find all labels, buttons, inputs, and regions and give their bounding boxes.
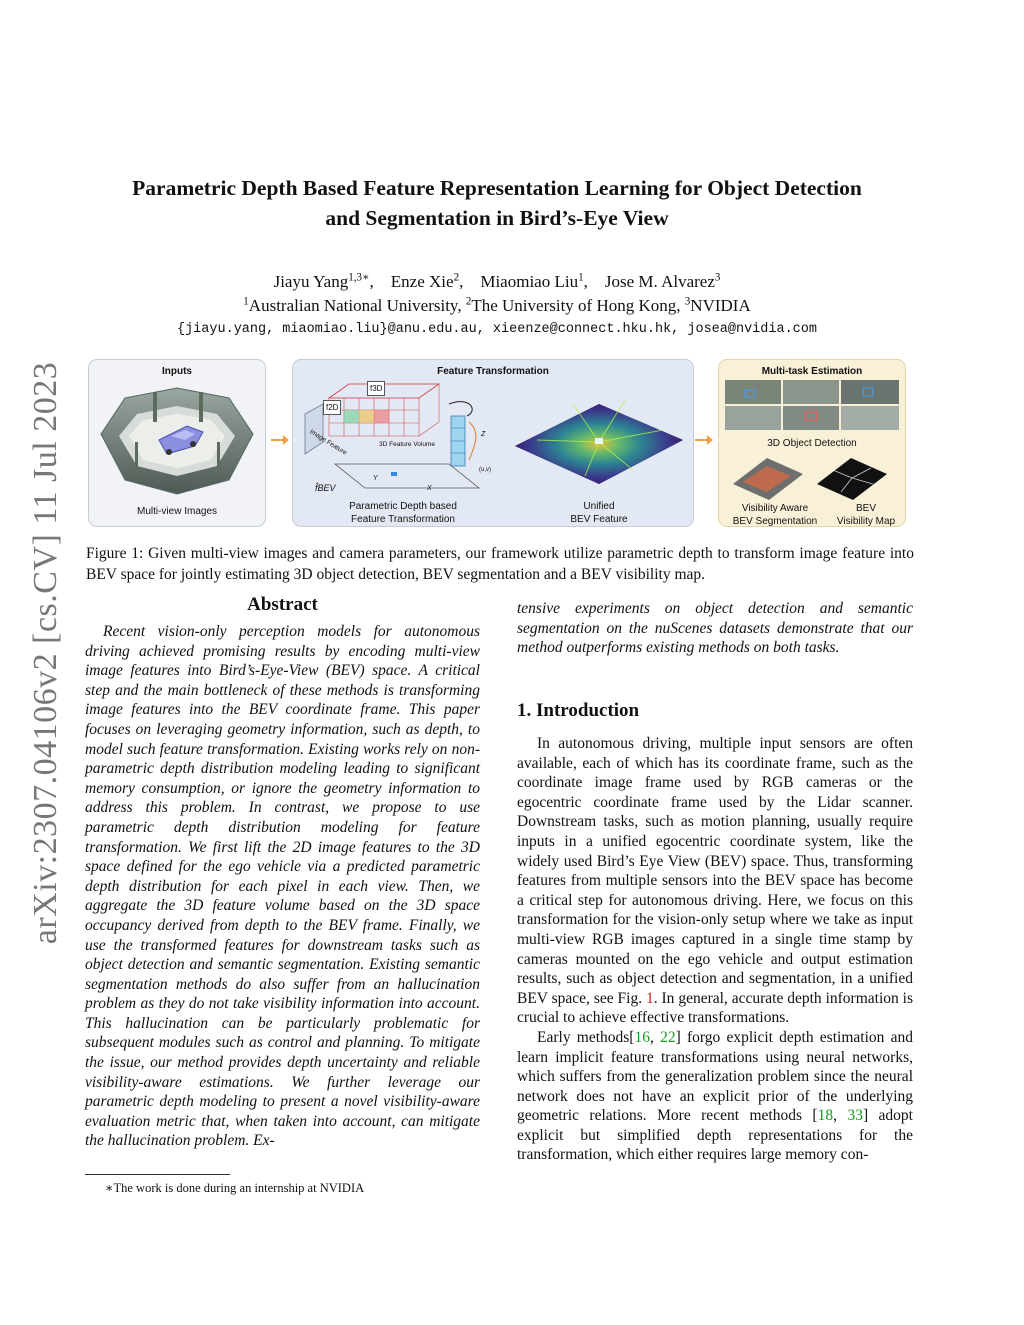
detection-images (725, 380, 899, 432)
intro-text: Early methods[ (537, 1028, 635, 1046)
abstract-text-continued: tensive experiments on object detection and semantic segmentation on the nuScenes datasets demonstrate that our method outperforms existing methods on both tasks. (517, 600, 913, 657)
inputs-panel (88, 359, 266, 527)
label-3d-volume: 3D Feature Volume (379, 441, 436, 448)
figure-1 (86, 356, 906, 531)
label-axis-z: Z (481, 431, 486, 438)
label-f2d: f2D (323, 400, 341, 415)
unified-line-2: BEV Feature (570, 514, 628, 525)
figure-caption: Figure 1: Given multi-view images and camera parameters, our framework utilize parametric depth to transform image feature into BEV space for jointly estimating 3D object detection, BEV segmentation and a BEV visibility map. (86, 545, 914, 583)
multiview-image-illustration (95, 380, 259, 502)
label-fbev: f̂BEV (315, 483, 336, 493)
affil-name: The University of Hong Kong, (471, 296, 681, 315)
intro-column (517, 734, 913, 1165)
author-name: Enze Xie (390, 272, 454, 291)
label-axis-y: Y (373, 475, 378, 482)
abstract-heading: Abstract (247, 594, 318, 615)
feature-transformation-title: Feature Transformation (437, 366, 549, 377)
det3d-label: 3D Object Detection (767, 438, 857, 449)
author-name: Jiayu Yang (273, 272, 349, 291)
vis-seg-line-2: BEV Segmentation (732, 516, 818, 527)
feature-transformation-panel (292, 359, 694, 527)
author-sup: 1,3∗ (348, 271, 370, 284)
intro-text: In autonomous driving, multiple input sensors are often available, each of which has its coordinate frame, such as the coordinate image frame used by RGB cameras or the egocentric coordinate frame used by the Lidar scanner. Downstream tasks, such as motion planning, usually require inputs in a unified egocentric coordinate system, like the widely used Bird’s Eye View (BEV) space. Thus, transforming features from multiple sensors into the BEV space has become a critical step for autonomous driving. Here, we focus on this transformation for the vision-only setup where we take as input multi-view RGB images captured in a single time stamp by cameras mounted on the ego vehicle and output estimation results, such as object detection and segmentation, in a unified BEV space, see Fig. (517, 735, 913, 1007)
intro-text: . In general, accurate depth information is crucial to achieve effective transformations. (517, 989, 914, 1027)
inputs-panel-title: Inputs (162, 366, 192, 377)
footnote: ∗The work is done during an internship at NVIDIA (105, 1181, 365, 1195)
unified-bev-label (539, 500, 659, 526)
bev-feature-map (513, 390, 685, 486)
label-axis-uv: (u,v) (479, 467, 491, 473)
label-image-feature: Image Feature (308, 428, 348, 457)
intro-text: ] forgo explicit depth estimation and learn implicit feature transformations using neural networks, which suffers from the generalization problem since the neural network does not have an explicit prior of the underlying geometric relations. More recent methods [ (517, 1028, 913, 1125)
title-line-1: Parametric Depth Based Feature Representation Learning for Object Detection (132, 176, 862, 200)
arxiv-id: arXiv:2307.04106v2 [cs.CV] 11 Jul 2023 (27, 361, 64, 944)
figure-ref-link[interactable]: 1 (645, 989, 654, 1007)
multitask-panel (718, 359, 906, 527)
citation-link[interactable]: 33 (847, 1107, 863, 1125)
author-sup: 2 (453, 271, 460, 284)
segmentation-maps (733, 454, 893, 500)
intro-heading: 1. Introduction (517, 700, 640, 721)
footnote-rule (85, 1174, 230, 1175)
citation-link[interactable]: 18 (817, 1107, 834, 1125)
abstract-right-column (517, 599, 913, 658)
arrow-icon (270, 434, 290, 446)
arxiv-sidebar (26, 360, 66, 945)
pdbft-label (323, 500, 483, 526)
citation-sep: , (649, 1028, 661, 1046)
bev-vis-line-1: BEV (855, 503, 876, 514)
vis-seg-line-1: Visibility Aware (741, 503, 809, 514)
author-emails: {jiayu.yang, miaomiao.liu}@anu.edu.au, xieenze@connect.hku.hk, josea@nvidia.com (176, 322, 817, 337)
title-line-2: and Segmentation in Bird’s-Eye View (325, 206, 669, 230)
bev-vis-line-2: Visibility Map (836, 516, 896, 527)
abstract-left-column (85, 622, 480, 1151)
multitask-title: Multi-task Estimation (761, 366, 863, 377)
author-sup: 3 (714, 271, 721, 284)
author-sup: 1 (578, 271, 584, 284)
label-axis-x: X (427, 485, 432, 492)
intro-paragraph-2 (517, 1028, 913, 1165)
author-name: Miaomiao Liu (480, 272, 579, 291)
bev-vis-label (827, 502, 905, 528)
intro-text: ] adopt explicit but simplified depth representations for the transformation, which either requires large memory con- (517, 1107, 913, 1164)
arrow-icon (694, 434, 714, 446)
citation-link[interactable]: 16 (634, 1028, 650, 1046)
affil-sup: 1 (243, 295, 249, 308)
vis-seg-label (719, 502, 831, 528)
author-list: Jiayu Yang$^{1,3∗}$, Enze Xie$^2$, Miaomiao Liu$^1$, Jose M. Alvarez$^3$ (273, 271, 721, 291)
pdbft-line-1: Parametric Depth based (349, 501, 457, 512)
abstract-text: Recent vision-only perception models for autonomous driving achieved promising results by encoding multi-view image features into Bird’s-Eye-View (BEV) space. A critical step and the main bottleneck of these methods is transforming image features into the BEV coordinate frame. This paper focuses on leveraging geometry information, such as depth, to model such feature transformation. Existing works rely on non-parametric depth distribution modeling leading to significant memory consumption, or ignore the geometry information to address this problem. In contrast, we propose to use parametric depth distribution modeling for feature transformation. We first lift the 2D image features to the 3D space defined for the ego vehicle via a predicted parametric depth distribution for each pixel in each view. Then, we aggregate the 3D feature volume based on the 3D space occupancy derived from depth to the BEV frame. Finally, we use the transformed features for downstream tasks such as object detection and semantic segmentation. Existing semantic segmentation methods do also suffer from an hallucination problem as they do not take visibility information into account. This hallucination can be particularly problematic for subsequent modules such as control and planning. To mitigate the issue, our method provides depth uncertainty and reliable visibility-aware estimations. We further leverage our parametric depth modeling to present a novel visibility-aware evaluation metric that, when taken into account, can mitigate the hallucination problem. Ex- (85, 623, 480, 1150)
affiliations (60, 294, 934, 318)
multiview-images-label: Multi-view Images (136, 506, 218, 517)
citation-sep: , (833, 1107, 848, 1125)
citation-link[interactable]: 22 (660, 1028, 676, 1046)
intro-paragraph-1 (517, 734, 913, 1028)
pdbft-line-2: Feature Transformation (351, 514, 455, 525)
affil-sup: 3 (684, 295, 691, 308)
affil-name: Australian National University, (248, 296, 462, 315)
affil-sup: 2 (465, 295, 472, 308)
paper-title (60, 173, 934, 233)
author-name: Jose M. Alvarez (604, 272, 715, 291)
unified-line-1: Unified (583, 501, 615, 512)
label-f3d: f3D (367, 381, 385, 396)
affil-name: NVIDIA (690, 296, 751, 315)
